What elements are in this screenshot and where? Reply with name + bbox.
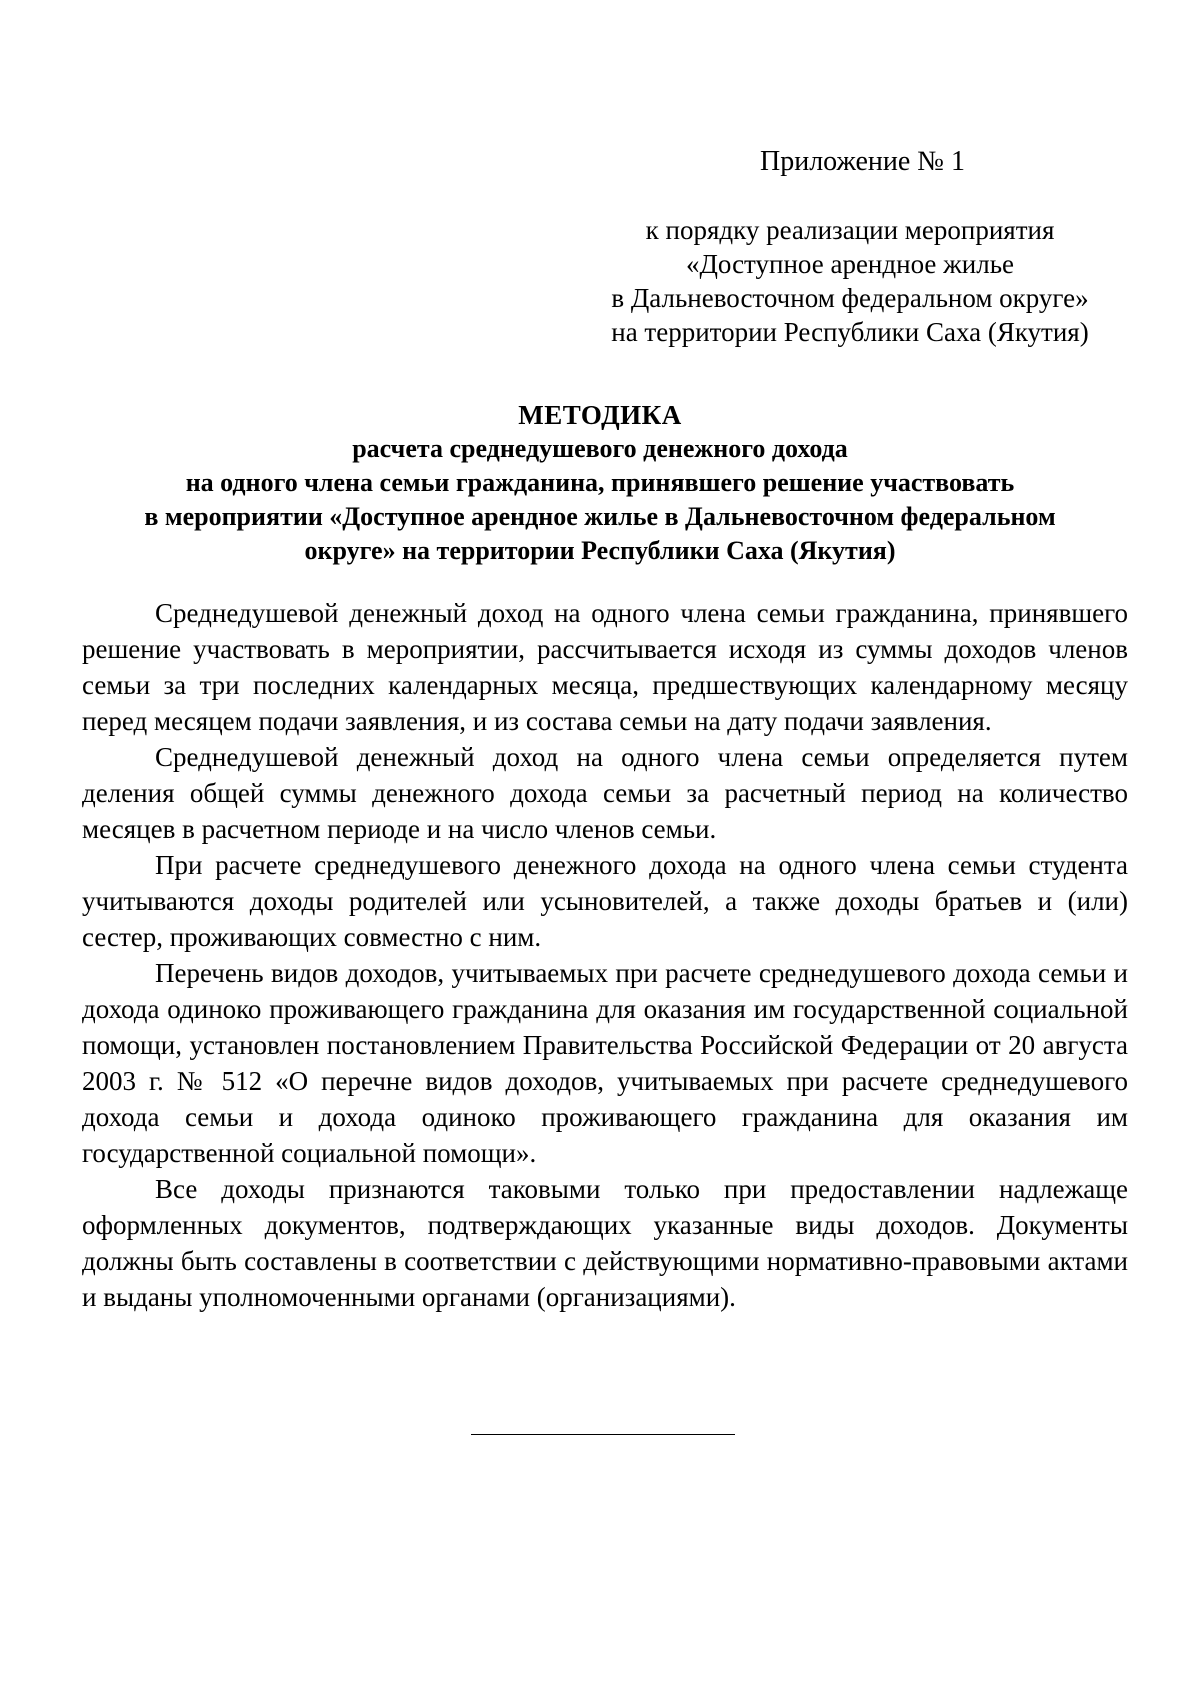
heading-line: расчета среднедушевого денежного дохода [352,434,848,463]
appendix-line: на территории Республики Саха (Якутия) [611,317,1089,347]
paragraph: Перечень видов доходов, учитываемых при расчете среднедушевого дохода семьи и дохода одиноко проживающего гражданина для оказания им государственной социальной помощи, установлен постановлением Правительства Российской Федерации от 20 августа 2003 г. № 512 «О перечне видов доходов, учитываемых при расчете среднедушевого дохода семьи и дохода одиноко проживающего гражданина для оказания им государственной социальной помощи». [82,958,1128,1168]
heading-line: округе» на территории Республики Саха (Якутия) [304,536,896,565]
appendix-line: к порядку реализации мероприятия [645,215,1055,245]
closing-divider [471,1434,735,1435]
heading-line: на одного члена семьи гражданина, принявшего решение участвовать [185,468,1015,497]
paragraph: При расчете среднедушевого денежного дохода на одного члена семьи студента учитываются доходы родителей или усыновителей, а также доходы братьев и (или) сестер, проживающих совместно с ним. [82,850,1128,952]
appendix-reference [570,213,1130,349]
heading-line: в мероприятии «Доступное арендное жилье в Дальневосточном федеральном [144,502,1056,531]
paragraph: Все доходы признаются таковыми только при предоставлении надлежаще оформленных документов, подтверждающих указанные виды доходов. Документы должны быть составлены в соответствии с действующими нормативно-правовыми актами и выданы уполномоченными органами (организациями). [82,1174,1128,1312]
appendix-line: «Доступное арендное жилье [685,249,1015,279]
paragraph: Среднедушевой денежный доход на одного члена семьи определяется путем деления общей суммы денежного дохода семьи за расчетный период на количество месяцев в расчетном периоде и на число членов семьи. [82,742,1128,844]
document-heading [60,398,1140,568]
appendix-title: Приложение № 1 [760,146,965,177]
appendix-line: в Дальневосточном федеральном округе» [611,283,1089,313]
heading-title: МЕТОДИКА [518,400,682,430]
document-body [82,595,1128,1315]
paragraph: Среднедушевой денежный доход на одного члена семьи гражданина, принявшего решение участвовать в мероприятии, рассчитывается исходя из суммы доходов членов семьи за три последних календарных месяца, предшествующих календарному месяцу перед месяцем подачи заявления, и из состава семьи на дату подачи заявления. [82,598,1128,736]
